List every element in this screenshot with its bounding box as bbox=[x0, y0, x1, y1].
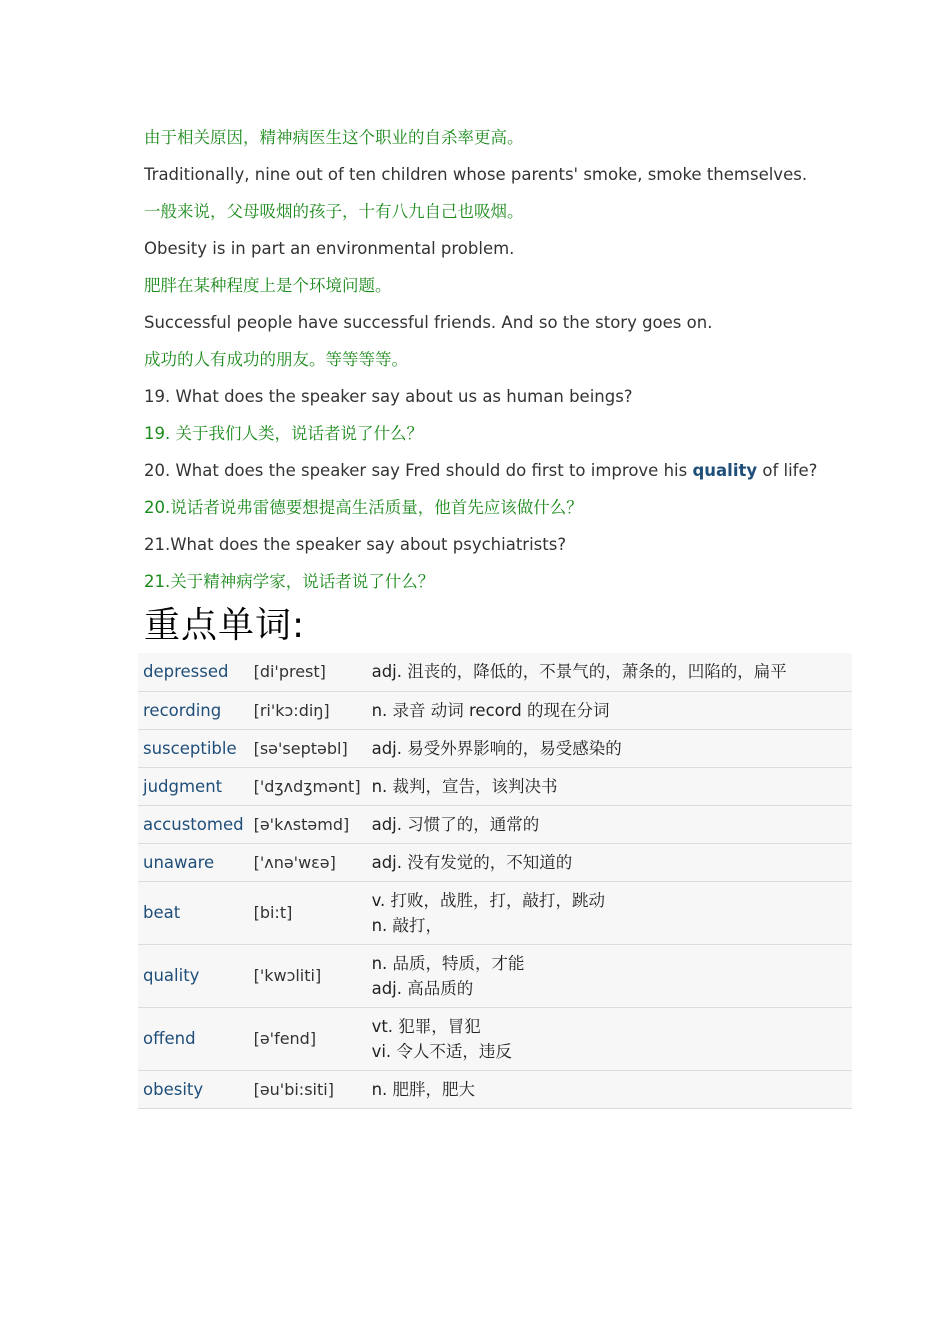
definition-line: n. 敲打， bbox=[371, 915, 443, 935]
vocab-row bbox=[138, 843, 852, 881]
definition-line: n. 肥胖，肥大 bbox=[371, 1079, 476, 1099]
definition-line: n. 录音 动词 record 的现在分词 bbox=[371, 700, 610, 720]
definition-line: v. 打败，战胜，打，敲打，跳动 bbox=[371, 890, 606, 910]
keyword-link[interactable]: quality bbox=[692, 461, 758, 480]
definition-line: n. 品质，特质，才能 bbox=[371, 953, 525, 973]
vocab-row bbox=[138, 1007, 852, 1070]
vocab-definition bbox=[367, 944, 852, 1007]
definition-line: adj. 易受外界影响的，易受感染的 bbox=[371, 738, 622, 758]
transcript-line: Successful people have successful friends. And so the story goes on. bbox=[144, 313, 713, 332]
vocab-phonetic: [ə'fend] bbox=[249, 1007, 367, 1070]
vocab-row bbox=[138, 944, 852, 1007]
vocab-phonetic: [bi:t] bbox=[249, 881, 367, 944]
vocab-word[interactable]: depressed bbox=[138, 653, 249, 691]
vocab-definition bbox=[367, 653, 852, 691]
question-translation: 21.关于精神病学家，说话者说了什么？ bbox=[144, 572, 435, 591]
definition-line: vi. 令人不适，违反 bbox=[371, 1041, 512, 1061]
document-body bbox=[144, 124, 844, 651]
translation-line: 由于相关原因，精神病医生这个职业的自杀率更高。 bbox=[144, 128, 524, 147]
transcript-line: Traditionally, nine out of ten children whose parents' smoke, smoke themselves. bbox=[144, 165, 808, 184]
vocab-word[interactable]: unaware bbox=[138, 843, 249, 881]
vocab-heading: 重点单词: bbox=[144, 605, 306, 646]
vocab-word[interactable]: recording bbox=[138, 691, 249, 729]
vocab-row bbox=[138, 653, 852, 691]
vocab-definition bbox=[367, 881, 852, 944]
vocab-phonetic: ['ʌnə'wεə] bbox=[249, 843, 367, 881]
translation-line: 成功的人有成功的朋友。等等等等。 bbox=[144, 350, 408, 369]
vocab-word[interactable]: judgment bbox=[138, 767, 249, 805]
vocab-phonetic: ['kwɔliti] bbox=[249, 944, 367, 1007]
vocab-phonetic: [əu'bi:siti] bbox=[249, 1070, 367, 1108]
question-line: 21.What does the speaker say about psychiatrists? bbox=[144, 535, 567, 554]
vocab-word[interactable]: accustomed bbox=[138, 805, 249, 843]
question-translation: 20.说话者说弗雷德要想提高生活质量，他首先应该做什么？ bbox=[144, 498, 583, 517]
vocab-word[interactable]: quality bbox=[138, 944, 249, 1007]
vocab-definition bbox=[367, 767, 852, 805]
transcript-line: Obesity is in part an environmental problem. bbox=[144, 239, 515, 258]
vocab-definition bbox=[367, 1007, 852, 1070]
vocab-phonetic: [ri'kɔ:diŋ] bbox=[249, 691, 367, 729]
vocab-definition bbox=[367, 691, 852, 729]
definition-line: adj. 高品质的 bbox=[371, 978, 474, 998]
question-text: 20. What does the speaker say Fred should do first to improve his bbox=[144, 461, 693, 480]
definition-line: vt. 犯罪，冒犯 bbox=[371, 1016, 481, 1036]
vocab-definition bbox=[367, 843, 852, 881]
vocab-phonetic: ['dʒʌdʒmənt] bbox=[249, 767, 367, 805]
question-text: of life? bbox=[757, 461, 818, 480]
vocab-definition bbox=[367, 729, 852, 767]
vocab-definition bbox=[367, 1070, 852, 1108]
definition-line: adj. 习惯了的，通常的 bbox=[371, 814, 540, 834]
vocab-row bbox=[138, 881, 852, 944]
vocab-row bbox=[138, 1070, 852, 1108]
vocab-word[interactable]: susceptible bbox=[138, 729, 249, 767]
vocab-row bbox=[138, 691, 852, 729]
definition-line: n. 裁判，宣告，该判决书 bbox=[371, 776, 558, 796]
vocab-word[interactable]: beat bbox=[138, 881, 249, 944]
translation-line: 一般来说，父母吸烟的孩子，十有八九自己也吸烟。 bbox=[144, 202, 524, 221]
vocab-row bbox=[138, 767, 852, 805]
vocab-table bbox=[138, 653, 852, 1109]
translation-line: 肥胖在某种程度上是个环境问题。 bbox=[144, 276, 392, 295]
vocab-row bbox=[138, 805, 852, 843]
vocab-phonetic: [ə'kʌstəmd] bbox=[249, 805, 367, 843]
question-line bbox=[144, 457, 844, 494]
vocab-phonetic: [sə'septəbl] bbox=[249, 729, 367, 767]
definition-line: adj. 没有发觉的，不知道的 bbox=[371, 852, 573, 872]
question-translation: 19. 关于我们人类，说话者说了什么？ bbox=[144, 424, 423, 443]
vocab-definition bbox=[367, 805, 852, 843]
vocab-word[interactable]: offend bbox=[138, 1007, 249, 1070]
vocab-phonetic: [di'prest] bbox=[249, 653, 367, 691]
question-line: 19. What does the speaker say about us as human beings? bbox=[144, 387, 633, 406]
vocab-word[interactable]: obesity bbox=[138, 1070, 249, 1108]
vocab-row bbox=[138, 729, 852, 767]
definition-line: adj. 沮丧的，降低的，不景气的，萧条的，凹陷的，扁平 bbox=[371, 662, 787, 682]
